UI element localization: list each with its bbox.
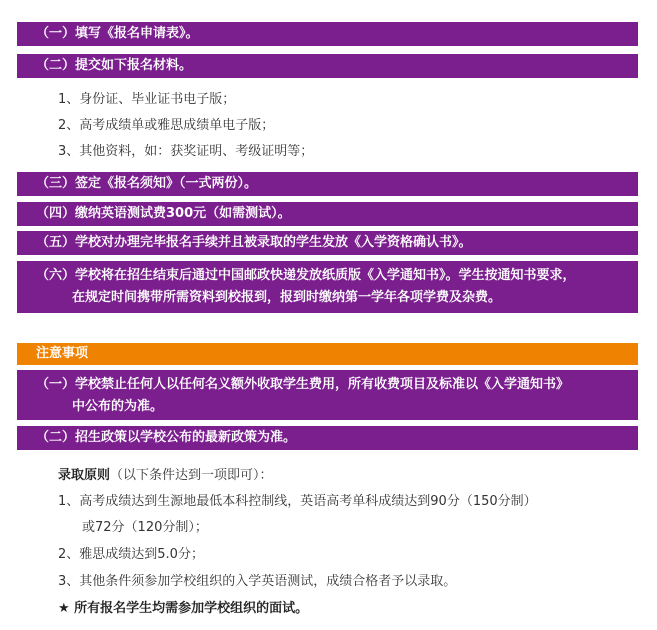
admission-title-bold: 录取原则 bbox=[58, 468, 111, 483]
step-5-bar bbox=[17, 231, 638, 255]
admission-title bbox=[58, 464, 273, 483]
notes-header-text: 注意事项 bbox=[36, 346, 89, 361]
admission-rule-3: 3、其他条件须参加学校组织的入学英语测试，成绩合格者予以录取。 bbox=[58, 574, 457, 589]
step-2-bar bbox=[17, 54, 638, 78]
admission-rule-1-line-2: 或72分（120分制）； bbox=[82, 520, 208, 535]
note-1-bar bbox=[17, 370, 638, 420]
admission-rule-1-line-1: 1、高考成绩达到生源地最低本科控制线，英语高考单科成绩达到90分（150分制） bbox=[58, 494, 537, 509]
material-item-1: 1、身份证、毕业证书电子版； bbox=[58, 92, 236, 107]
material-item-3: 3、其他资料，如：获奖证明、考级证明等； bbox=[58, 144, 314, 159]
step-4-text: （四）缴纳英语测试费300元（如需测试）。 bbox=[36, 206, 291, 221]
step-4-bar bbox=[17, 202, 638, 226]
admission-rule-2: 2、雅思成绩达到5.0分； bbox=[58, 547, 204, 562]
step-1-bar bbox=[17, 22, 638, 46]
step-6-line-2: 在规定时间携带所需资料到校报到，报到时缴纳第一学年各项学费及杂费。 bbox=[72, 290, 502, 305]
material-item-2: 2、高考成绩单或雅思成绩单电子版； bbox=[58, 118, 275, 133]
step-1-text: （一）填写《报名申请表》。 bbox=[36, 26, 199, 41]
step-5-text: （五）学校对办理完毕报名手续并且被录取的学生发放《入学资格确认书》。 bbox=[36, 235, 472, 250]
note-1-line-2: 中公布的为准。 bbox=[72, 399, 164, 414]
note-2-bar bbox=[17, 426, 638, 450]
step-6-bar bbox=[17, 261, 638, 313]
step-6-line-1: （六）学校将在招生结束后通过中国邮政快递发放纸质版《入学通知书》。学生按通知书要求， bbox=[36, 268, 576, 283]
interview-note: ★ 所有报名学生均需参加学校组织的面试。 bbox=[58, 601, 309, 616]
notes-header-bar bbox=[17, 343, 638, 365]
note-1-line-1: （一）学校禁止任何人以任何名义额外收取学生费用，所有收费项目及标准以《入学通知书》 bbox=[36, 377, 570, 392]
step-3-text: （三）签定《报名须知》（一式两份）。 bbox=[36, 176, 258, 191]
step-2-text: （二）提交如下报名材料。 bbox=[36, 58, 193, 73]
admission-title-rest: （以下条件达到一项即可）： bbox=[110, 468, 273, 483]
note-2-text: （二）招生政策以学校公布的最新政策为准。 bbox=[36, 430, 297, 445]
step-3-bar bbox=[17, 172, 638, 196]
